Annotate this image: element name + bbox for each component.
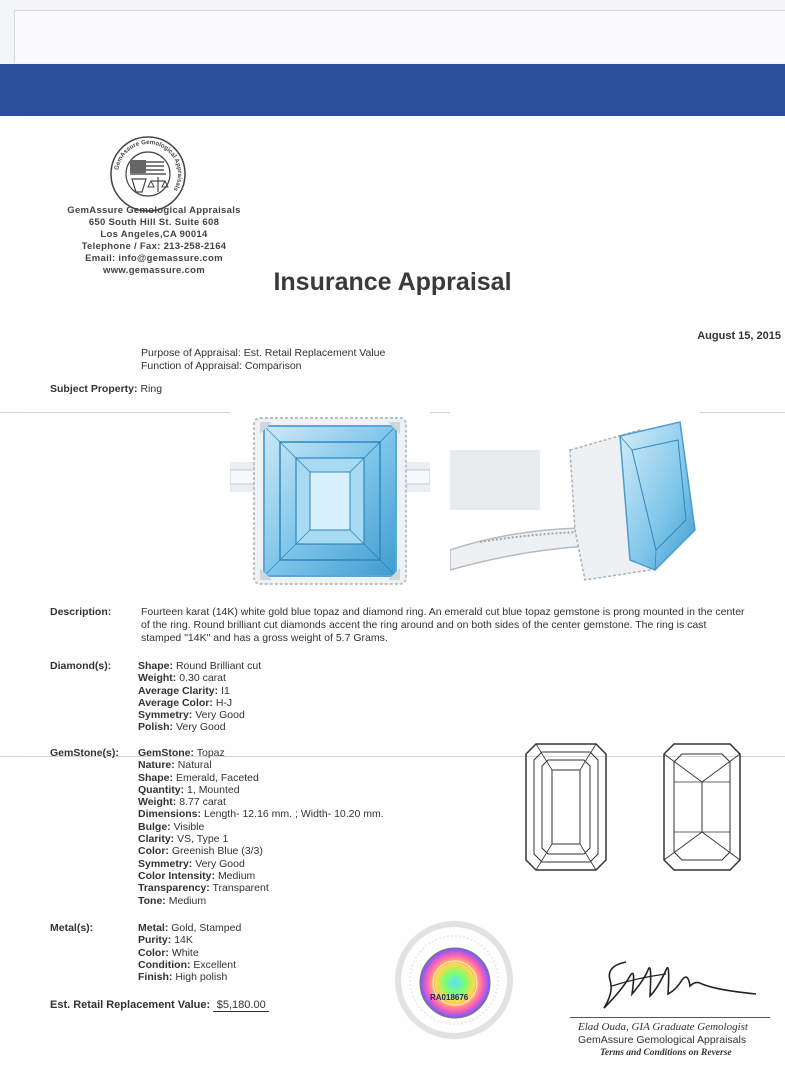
appraisal-date: August 15, 2015 bbox=[697, 330, 781, 342]
subject-value: Ring bbox=[140, 383, 163, 395]
field-key: Bulge: bbox=[138, 820, 171, 833]
detail-row bbox=[138, 922, 241, 934]
field-value: Emerald, Faceted bbox=[175, 771, 259, 784]
firm-address-1: 650 South Hill St. Suite 608 bbox=[88, 217, 220, 228]
logo-ring-text: GemAssure Gemological Appraisals bbox=[113, 138, 184, 193]
emerald-cut-top-diagram bbox=[524, 742, 608, 872]
field-value: Visible bbox=[173, 820, 205, 833]
retail-value-label: Est. Retail Replacement Value: bbox=[50, 999, 211, 1011]
detail-row bbox=[138, 947, 241, 959]
subject-property bbox=[50, 383, 162, 395]
field-value: Excellent bbox=[193, 958, 237, 971]
detail-row bbox=[138, 808, 384, 820]
field-value: Length- 12.16 mm. ; Width- 10.20 mm. bbox=[203, 808, 384, 821]
detail-row bbox=[138, 697, 261, 709]
hologram-icon bbox=[418, 946, 492, 1020]
firm-website: www.gemassure.com bbox=[103, 265, 205, 276]
metal-details bbox=[138, 922, 241, 983]
field-key: Condition: bbox=[138, 958, 191, 971]
field-value: Topaz bbox=[196, 747, 225, 759]
detail-row bbox=[138, 858, 384, 870]
description-label: Description: bbox=[50, 606, 112, 618]
field-value: 14K bbox=[174, 934, 193, 947]
field-value: Very Good bbox=[175, 721, 226, 734]
description-line: Fourteen karat (14K) white gold blue topaz and diamond ring. An emerald cut blue topaz gemstone is prong mounted in the center bbox=[141, 606, 745, 618]
field-value: 1, Mounted bbox=[187, 783, 240, 796]
metal-label: Metal(s): bbox=[50, 922, 94, 934]
firm-address-2: Los Angeles,CA 90014 bbox=[100, 229, 208, 240]
detail-row bbox=[138, 959, 241, 971]
firm-name: GemAssure Gemological Appraisals bbox=[67, 205, 241, 216]
detail-row bbox=[138, 709, 261, 721]
gemstone-label: GemStone(s): bbox=[50, 747, 119, 759]
field-key: Weight: bbox=[138, 672, 177, 685]
detail-row bbox=[138, 721, 261, 733]
emerald-cut-bottom-diagram bbox=[662, 742, 742, 872]
gemassure-logo bbox=[108, 134, 188, 214]
field-value: Transparent bbox=[212, 882, 269, 895]
detail-row bbox=[138, 934, 241, 946]
field-value: Round Brilliant cut bbox=[175, 660, 262, 672]
purpose-line bbox=[141, 347, 385, 359]
field-key: Finish: bbox=[138, 971, 173, 984]
detail-row bbox=[138, 772, 384, 784]
detail-row bbox=[138, 685, 261, 697]
field-key: Transparency: bbox=[138, 882, 210, 895]
field-key: Shape: bbox=[138, 660, 174, 672]
field-value: Medium bbox=[168, 894, 207, 907]
field-key: Purity: bbox=[138, 934, 172, 947]
field-key: Clarity: bbox=[138, 833, 175, 846]
field-key: Color Intensity: bbox=[138, 869, 216, 882]
field-key: Color: bbox=[138, 946, 169, 959]
purpose-value: Est. Retail Replacement Value bbox=[243, 347, 386, 359]
field-key: Metal: bbox=[138, 922, 169, 934]
detail-row bbox=[138, 747, 384, 759]
field-key: GemStone: bbox=[138, 747, 195, 759]
field-key: Shape: bbox=[138, 771, 174, 784]
diamonds-label: Diamond(s): bbox=[50, 660, 112, 672]
detail-row bbox=[138, 870, 384, 882]
field-key: Dimensions: bbox=[138, 808, 202, 821]
document-title: Insurance Appraisal bbox=[273, 268, 512, 296]
function-line bbox=[141, 360, 302, 372]
function-label: Function of Appraisal: bbox=[141, 360, 242, 372]
detail-row bbox=[138, 833, 384, 845]
field-value: H-J bbox=[215, 696, 233, 709]
field-key: Symmetry: bbox=[138, 857, 193, 870]
appraiser-name: Elad Ouda, GIA Graduate Gemologist bbox=[578, 1021, 748, 1033]
diamonds-details bbox=[138, 660, 261, 734]
field-value: White bbox=[171, 946, 199, 959]
field-key: Quantity: bbox=[138, 783, 185, 796]
field-value: Natural bbox=[177, 759, 212, 772]
field-value: Greenish Blue (3/3) bbox=[171, 845, 263, 858]
gemstone-details bbox=[138, 747, 384, 907]
field-value: I1 bbox=[221, 684, 230, 697]
field-value: Medium bbox=[217, 869, 256, 882]
blue-binding-band bbox=[0, 64, 785, 116]
field-value: Gold, Stamped bbox=[171, 922, 242, 934]
firm-email: Email: info@gemassure.com bbox=[85, 253, 223, 264]
field-value: 8.77 carat bbox=[179, 796, 226, 809]
field-value: VS, Type 1 bbox=[177, 833, 229, 846]
field-value: Very Good bbox=[195, 857, 245, 870]
field-key: Tone: bbox=[138, 894, 166, 907]
detail-row bbox=[138, 845, 384, 857]
function-value: Comparison bbox=[244, 360, 302, 372]
field-key: Color: bbox=[138, 845, 169, 858]
appraiser-company: GemAssure Gemological Appraisals bbox=[578, 1034, 747, 1046]
signature-line bbox=[570, 1017, 770, 1018]
handwritten-signature bbox=[596, 950, 766, 1016]
purpose-label: Purpose of Appraisal: bbox=[141, 347, 241, 359]
field-value: Very Good bbox=[195, 709, 245, 722]
field-value: High polish bbox=[175, 971, 228, 984]
subject-label: Subject Property: bbox=[50, 383, 138, 395]
ring-photo-side bbox=[450, 410, 700, 592]
firm-phone: Telephone / Fax: 213-258-2164 bbox=[81, 241, 227, 252]
detail-row bbox=[138, 759, 384, 771]
detail-row bbox=[138, 895, 384, 907]
field-value: 0.30 carat bbox=[179, 672, 226, 685]
detail-row bbox=[138, 796, 384, 808]
field-key: Weight: bbox=[138, 796, 177, 809]
field-key: Average Clarity: bbox=[138, 684, 219, 697]
field-key: Average Color: bbox=[138, 696, 213, 709]
retail-value-amount: $5,180.00 bbox=[213, 999, 269, 1012]
retail-value-line bbox=[50, 999, 269, 1012]
detail-row bbox=[138, 660, 261, 672]
detail-row bbox=[138, 784, 384, 796]
description-line: of the ring. Round brilliant cut diamonds accent the ring around and on both sides of the center gemstone. The ring is cast bbox=[141, 619, 707, 631]
field-key: Nature: bbox=[138, 759, 175, 772]
detail-row bbox=[138, 971, 241, 983]
description-line: stamped "14K" and has a gross weight of 5.7 Grams. bbox=[141, 632, 388, 644]
ring-photo-front bbox=[230, 410, 430, 592]
field-key: Symmetry: bbox=[138, 709, 193, 722]
terms-note: Terms and Conditions on Reverse bbox=[600, 1048, 732, 1058]
detail-row bbox=[138, 882, 384, 894]
detail-row bbox=[138, 672, 261, 684]
detail-row bbox=[138, 821, 384, 833]
hologram-serial: RA018676 bbox=[430, 993, 469, 1002]
field-key: Polish: bbox=[138, 721, 174, 734]
underlying-page bbox=[14, 10, 785, 63]
